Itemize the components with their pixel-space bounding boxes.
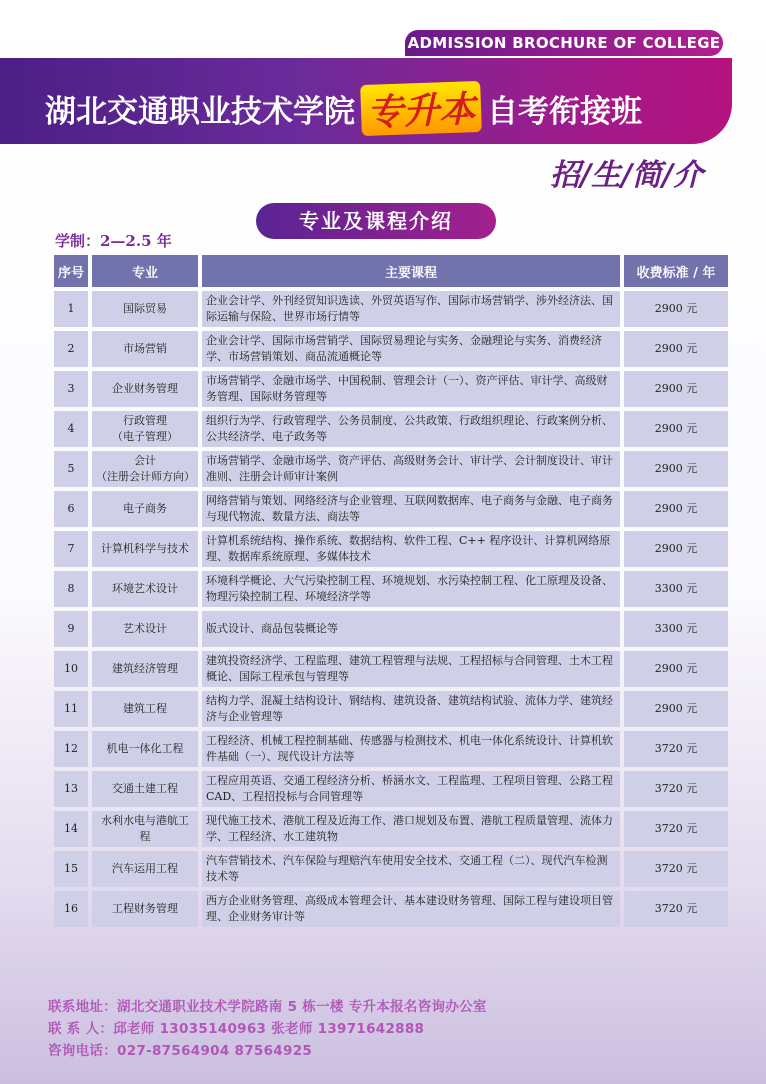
brochure-subtitle: 招/生/简/介 xyxy=(550,158,703,193)
table-header-row xyxy=(54,255,728,287)
row-major: 汽车运用工程 xyxy=(92,851,198,887)
contact-address: 联系地址：湖北交通职业技术学院路南 5 栋一楼 专升本报名咨询办公室 xyxy=(48,999,487,1015)
row-no: 14 xyxy=(54,811,88,847)
row-major: 市场营销 xyxy=(92,331,198,367)
row-no: 11 xyxy=(54,691,88,727)
row-no: 2 xyxy=(54,331,88,367)
table-row xyxy=(54,851,728,887)
row-fee: 3720 元 xyxy=(624,771,728,807)
table-row xyxy=(54,731,728,767)
row-courses: 网络营销与策划、网络经济与企业管理、互联网数据库、电子商务与金融、电子商务与现代物流、数量方法、商法等 xyxy=(202,491,620,527)
course-table xyxy=(50,251,732,931)
row-no: 8 xyxy=(54,571,88,607)
title-school: 湖北交通职业技术学院 xyxy=(45,93,355,130)
row-no: 15 xyxy=(54,851,88,887)
row-courses: 企业会计学、国际市场营销学、国际贸易理论与实务、金融理论与实务、消费经济学、市场营销策划、商品流通概论等 xyxy=(202,331,620,367)
row-no: 6 xyxy=(54,491,88,527)
row-courses: 建筑投资经济学、工程监理、建筑工程管理与法规、工程招标与合同管理、土木工程概论、国际工程承包与管理等 xyxy=(202,651,620,687)
row-major: 机电一体化工程 xyxy=(92,731,198,767)
row-fee: 2900 元 xyxy=(624,331,728,367)
row-no: 16 xyxy=(54,891,88,927)
row-fee: 3720 元 xyxy=(624,731,728,767)
table-row xyxy=(54,491,728,527)
row-courses: 工程经济、机械工程控制基础、传感器与检测技术、机电一体化系统设计、计算机软件基础（一）、现代设计方法等 xyxy=(202,731,620,767)
row-major: 艺术设计 xyxy=(92,611,198,647)
row-fee: 3720 元 xyxy=(624,891,728,927)
table-row xyxy=(54,291,728,327)
row-no: 1 xyxy=(54,291,88,327)
title-program: 自考衔接班 xyxy=(487,93,643,130)
table-row xyxy=(54,651,728,687)
table-row xyxy=(54,371,728,407)
row-major: 水利水电与港航工程 xyxy=(92,811,198,847)
row-major: 国际贸易 xyxy=(92,291,198,327)
table-row xyxy=(54,611,728,647)
row-courses: 企业会计学、外刊经贸知识选读、外贸英语写作、国际市场营销学、涉外经济法、国际运输与保险、世界市场行情等 xyxy=(202,291,620,327)
title-highlight: 专升本 xyxy=(360,80,482,135)
table-row xyxy=(54,531,728,567)
page-title xyxy=(45,78,642,138)
study-duration: 学制：2—2.5 年 xyxy=(55,232,172,250)
header-fee: 收费标准 / 年 xyxy=(624,255,728,287)
header-no: 序号 xyxy=(54,255,88,287)
row-courses: 汽车营销技术、汽车保险与理赔汽车使用安全技术、交通工程（二）、现代汽车检测技术等 xyxy=(202,851,620,887)
table-row xyxy=(54,571,728,607)
table-row xyxy=(54,811,728,847)
row-courses: 版式设计、商品包装概论等 xyxy=(202,611,620,647)
table-row xyxy=(54,411,728,447)
row-major: 建筑工程 xyxy=(92,691,198,727)
section-title: 专业及课程介绍 xyxy=(256,203,496,239)
row-fee: 2900 元 xyxy=(624,651,728,687)
row-fee: 3300 元 xyxy=(624,611,728,647)
row-fee: 2900 元 xyxy=(624,531,728,567)
row-fee: 2900 元 xyxy=(624,411,728,447)
row-courses: 环境科学概论、大气污染控制工程、环境规划、水污染控制工程、化工原理及设备、物理污染控制工程、环境经济学等 xyxy=(202,571,620,607)
row-no: 4 xyxy=(54,411,88,447)
row-major: 会计 （注册会计师方向） xyxy=(92,451,198,487)
row-no: 9 xyxy=(54,611,88,647)
table-row xyxy=(54,451,728,487)
row-major: 电子商务 xyxy=(92,491,198,527)
table-row xyxy=(54,691,728,727)
row-major: 环境艺术设计 xyxy=(92,571,198,607)
table-row xyxy=(54,891,728,927)
contact-phone: 咨询电话：027-87564904 87564925 xyxy=(48,1043,313,1059)
row-major: 工程财务管理 xyxy=(92,891,198,927)
row-no: 5 xyxy=(54,451,88,487)
row-no: 13 xyxy=(54,771,88,807)
row-major: 建筑经济管理 xyxy=(92,651,198,687)
row-fee: 2900 元 xyxy=(624,291,728,327)
row-courses: 结构力学、混凝土结构设计、钢结构、建筑设备、建筑结构试验、流体力学、建筑经济与企业管理等 xyxy=(202,691,620,727)
contact-info xyxy=(48,996,487,1062)
row-no: 12 xyxy=(54,731,88,767)
row-fee: 3720 元 xyxy=(624,811,728,847)
row-no: 3 xyxy=(54,371,88,407)
table-body xyxy=(54,291,728,927)
row-fee: 2900 元 xyxy=(624,491,728,527)
contact-person: 联 系 人：邱老师 13035140963 张老师 13971642888 xyxy=(48,1021,425,1037)
row-courses: 西方企业财务管理、高级成本管理会计、基本建设财务管理、国际工程与建设项目管理、企业财务审计等 xyxy=(202,891,620,927)
table-row xyxy=(54,771,728,807)
header-courses: 主要课程 xyxy=(202,255,620,287)
row-major: 行政管理 （电子管理） xyxy=(92,411,198,447)
row-courses: 市场营销学、金融市场学、中国税制、管理会计（一）、资产评估、审计学、高级财务管理、国际财务管理等 xyxy=(202,371,620,407)
row-no: 10 xyxy=(54,651,88,687)
brochure-tag: ADMISSION BROCHURE OF COLLEGE xyxy=(405,30,723,56)
row-courses: 市场营销学、金融市场学、资产评估、高级财务会计、审计学、会计制度设计、审计准则、注册会计师审计案例 xyxy=(202,451,620,487)
row-no: 7 xyxy=(54,531,88,567)
row-fee: 2900 元 xyxy=(624,691,728,727)
row-courses: 计算机系统结构、操作系统、数据结构、软件工程、C++ 程序设计、计算机网络原理、数据库系统原理、多媒体技术 xyxy=(202,531,620,567)
row-major: 交通土建工程 xyxy=(92,771,198,807)
row-fee: 2900 元 xyxy=(624,371,728,407)
row-major: 计算机科学与技术 xyxy=(92,531,198,567)
header-major: 专业 xyxy=(92,255,198,287)
row-courses: 组织行为学、行政管理学、公务员制度、公共政策、行政组织理论、行政案例分析、公共经济学、电子政务等 xyxy=(202,411,620,447)
row-courses: 现代施工技术、港航工程及近海工作、港口规划及布置、港航工程质量管理、流体力学、工程经济、水工建筑物 xyxy=(202,811,620,847)
row-fee: 3720 元 xyxy=(624,851,728,887)
table-row xyxy=(54,331,728,367)
row-fee: 3300 元 xyxy=(624,571,728,607)
row-courses: 工程应用英语、交通工程经济分析、桥涵水文、工程监理、工程项目管理、公路工程 CAD、工程招投标与合同管理等 xyxy=(202,771,620,807)
row-fee: 2900 元 xyxy=(624,451,728,487)
row-major: 企业财务管理 xyxy=(92,371,198,407)
